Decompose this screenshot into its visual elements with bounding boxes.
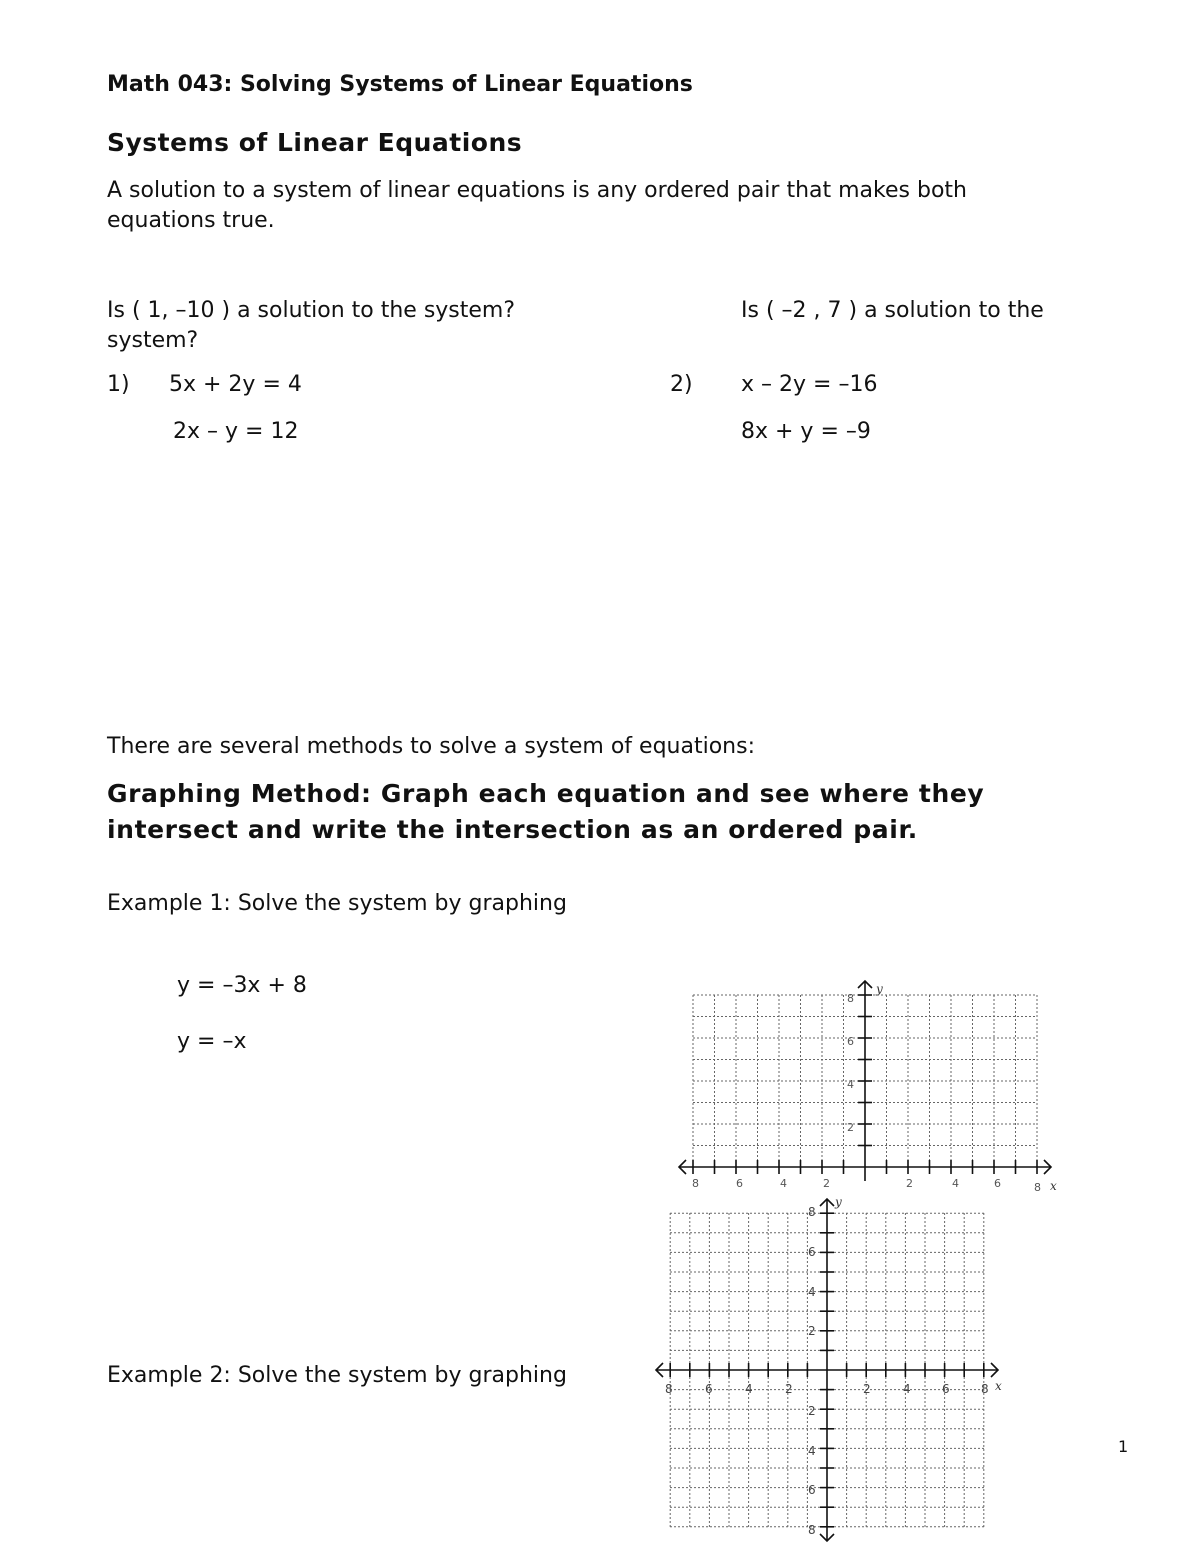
- g2-xtick-n2: 2: [785, 1382, 793, 1396]
- x-axis-label-1: x: [1050, 1179, 1057, 1193]
- g2-xtick-n8: 8: [665, 1382, 673, 1396]
- example-1-prompt: Example 1: Solve the system by graphing: [107, 891, 567, 916]
- x-axis-label-2: x: [995, 1379, 1002, 1393]
- example-2-prompt: Example 2: Solve the system by graphing: [107, 1363, 567, 1388]
- g1-ytick-4: 4: [847, 1078, 854, 1091]
- page-number: 1: [1118, 1437, 1129, 1456]
- g2-ytick-n6: 6: [808, 1483, 816, 1497]
- coordinate-grid-2: [645, 1192, 1045, 1553]
- g2-xtick-8: 8: [981, 1382, 989, 1396]
- y-axis-label-2: y: [835, 1195, 842, 1209]
- g1-ytick-2: 2: [847, 1121, 854, 1134]
- g2-ytick-8: 8: [808, 1205, 816, 1219]
- y-axis-label-1: y: [876, 982, 883, 996]
- problem-1-eq2: 2x – y = 12: [173, 419, 299, 444]
- g1-xtick-n6: 6: [736, 1177, 743, 1190]
- g2-xtick-6: 6: [942, 1382, 950, 1396]
- problem-1-number: 1): [107, 372, 130, 397]
- g1-ytick-8: 8: [847, 992, 854, 1005]
- question-wrap: system?: [107, 328, 199, 353]
- g2-ytick-6: 6: [808, 1245, 816, 1259]
- question-left: Is ( 1, –10 ) a solution to the system?: [107, 298, 516, 323]
- course-title: Math 043: Solving Systems of Linear Equations: [107, 72, 693, 97]
- g1-xtick-n4: 4: [780, 1177, 787, 1190]
- problem-2-eq2: 8x + y = –9: [741, 419, 871, 444]
- g2-xtick-4: 4: [903, 1382, 911, 1396]
- g2-xtick-2: 2: [863, 1382, 871, 1396]
- graphing-method-line-1: Graphing Method: Graph each equation and see where they: [107, 779, 985, 808]
- problem-2-eq1: x – 2y = –16: [741, 372, 878, 397]
- g2-ytick-n4: 4: [808, 1444, 816, 1458]
- question-right: Is ( –2 , 7 ) a solution to the: [741, 298, 1044, 323]
- g1-xtick-n8: 8: [692, 1177, 699, 1190]
- example-1-eq2: y = –x: [177, 1029, 247, 1054]
- g1-xtick-8: 8: [1034, 1181, 1041, 1194]
- graphing-method-line-2: intersect and write the intersection as an ordered pair.: [107, 815, 918, 844]
- g2-ytick-2: 2: [808, 1324, 816, 1338]
- g2-ytick-4: 4: [808, 1285, 816, 1299]
- definition-line-1: A solution to a system of linear equations is any ordered pair that makes both: [107, 178, 967, 203]
- coordinate-grid-1: [670, 965, 1070, 1195]
- problem-2-number: 2): [670, 372, 693, 397]
- g2-xtick-n4: 4: [745, 1382, 753, 1396]
- definition-line-2: equations true.: [107, 208, 275, 233]
- problem-1-eq1: 5x + 2y = 4: [169, 372, 302, 397]
- g2-ytick-n8: 8: [808, 1523, 816, 1537]
- methods-intro: There are several methods to solve a system of equations:: [107, 734, 755, 759]
- g1-xtick-6: 6: [994, 1177, 1001, 1190]
- g1-xtick-2: 2: [906, 1177, 913, 1190]
- g2-xtick-n6: 6: [705, 1382, 713, 1396]
- g1-xtick-n2: 2: [823, 1177, 830, 1190]
- example-1-eq1: y = –3x + 8: [177, 973, 307, 998]
- g2-ytick-n2: 2: [808, 1404, 816, 1418]
- g1-ytick-6: 6: [847, 1035, 854, 1048]
- section-title: Systems of Linear Equations: [107, 128, 523, 157]
- g1-xtick-4: 4: [952, 1177, 959, 1190]
